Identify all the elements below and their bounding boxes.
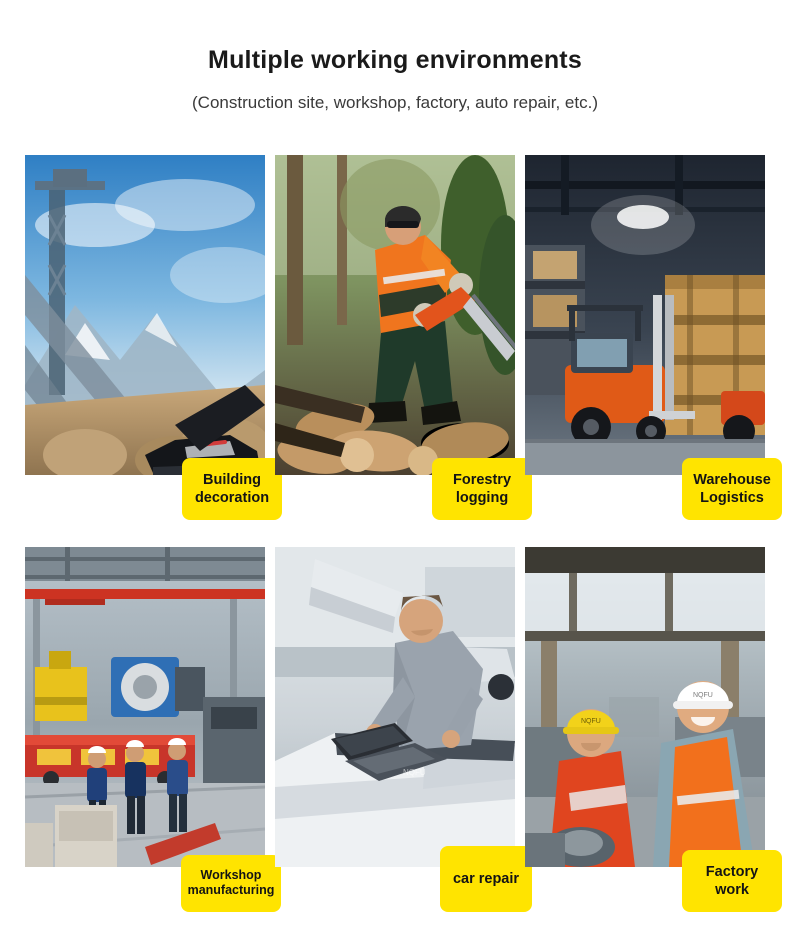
card-label: Forestry logging [432,458,532,520]
environment-card [275,547,520,887]
environment-card [25,547,275,898]
forestry-logging-photo [275,155,515,475]
card-label: Warehouse Logistics [682,458,782,520]
page-title: Multiple working environments [208,46,582,74]
factory-work-photo [525,547,765,867]
page-subtitle: (Construction site, workshop, factory, auto repair, etc.) [192,93,598,112]
car-repair-photo [275,547,515,867]
svg-text:NQFU: NQFU [581,718,601,725]
environment-card [275,155,515,506]
building-decoration-photo [25,155,265,475]
card-label: Building decoration [182,458,282,520]
card-label: Factory work [682,850,782,912]
environment-card [525,547,765,898]
card-label: Workshop manufacturing [181,855,281,912]
warehouse-logistics-photo [525,155,765,475]
environment-card-grid [25,155,771,898]
card-label: car repair [440,846,532,912]
environment-card [25,155,270,506]
environment-card [525,155,771,506]
workshop-manufacturing-photo [25,547,265,867]
svg-text:NQFU: NQFU [693,692,713,699]
svg-text:NQFU: NQFU [403,768,426,777]
page-header [0,0,790,113]
